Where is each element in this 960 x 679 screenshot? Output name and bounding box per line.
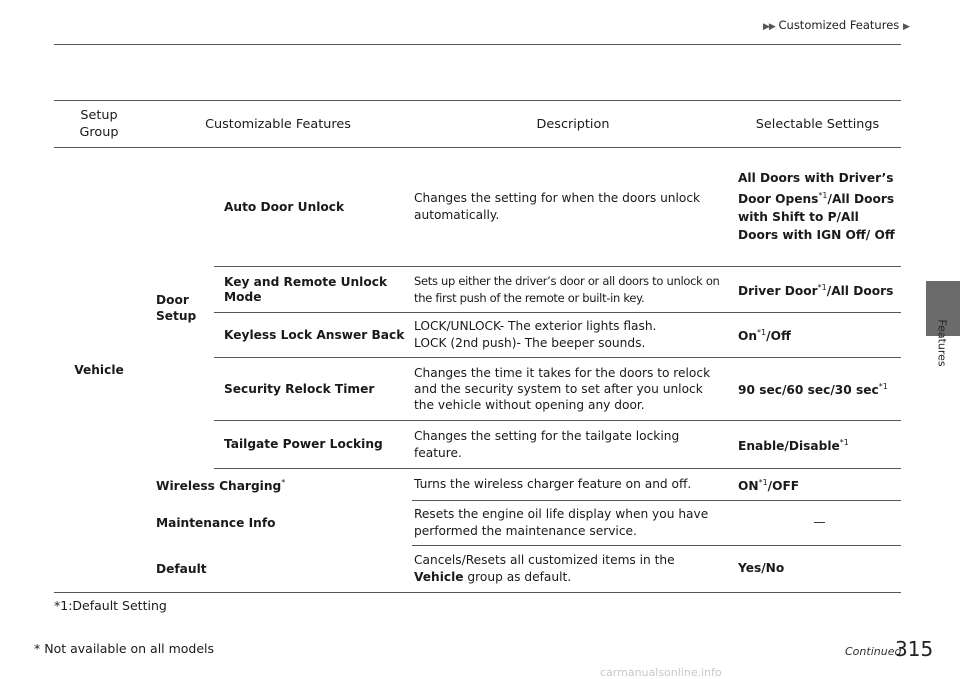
subgroup-door-setup: Door Setup (156, 293, 197, 324)
feature-settings: Enable/Disable$^{*1}$ (734, 421, 901, 469)
page-number: 315 (895, 637, 934, 661)
feature-name: Wireless Charging* (156, 478, 286, 494)
group-vehicle: Vehicle (54, 148, 144, 593)
breadcrumb-end-arrow-icon: ▶ (902, 22, 909, 32)
feature-settings: On$^{*1}$/Off (734, 313, 901, 358)
feature-description: Cancels/Resets all customized items in the Vehicle group as default. (412, 546, 734, 593)
feature-name: Security Relock Timer (214, 358, 412, 421)
header-selectable-settings: Selectable Settings (734, 101, 901, 148)
feature-description: Turns the wireless charger feature on and off. (412, 469, 734, 501)
feature-description: Changes the setting for when the doors unlock automatically. (412, 148, 734, 267)
default-setting-footnote: *1:Default Setting (54, 598, 167, 613)
feature-name: Maintenance Info (156, 516, 276, 530)
feature-settings: Driver Door$^{*1}$/All Doors (734, 267, 901, 313)
feature-name: Default (144, 546, 412, 593)
table-row (54, 148, 901, 267)
header-description: Description (412, 101, 734, 148)
feature-settings: ON$^{*1}$/OFF (734, 469, 901, 501)
continued-label: Continued (845, 645, 902, 658)
feature-description: Sets up either the driver’s door or all doors to unlock on the first push of the remote or built-in key. (412, 267, 734, 313)
breadcrumb (763, 18, 909, 32)
feature-description: Changes the setting for the tailgate locking feature. (412, 421, 734, 469)
breadcrumb-label[interactable]: Customized Features (778, 18, 900, 32)
header-customizable-features: Customizable Features (144, 101, 412, 148)
watermark: carmanualsonline.info (600, 666, 722, 679)
table-row (54, 501, 901, 546)
header-rule (54, 44, 901, 45)
table-header-row (54, 101, 901, 148)
header-setup-group: Setup Group (54, 101, 144, 148)
section-tab[interactable] (925, 318, 959, 368)
feature-name: Auto Door Unlock (214, 148, 412, 267)
section-tab-label: Features (935, 319, 949, 367)
feature-description: Changes the time it takes for the doors to relock and the security system to set after you unlock the vehicle without opening any door. (412, 358, 734, 421)
feature-settings: — (734, 501, 901, 546)
feature-name: Keyless Lock Answer Back (214, 313, 412, 358)
feature-settings: All Doors with Driver’s Door Opens$^{*1}$/All Doors with Shift to P/All Doors with IGN Off/ Off (734, 148, 901, 267)
feature-description: LOCK/UNLOCK- The exterior lights flash. LOCK (2nd push)- The beeper sounds. (412, 313, 734, 358)
customized-features-table (54, 100, 901, 593)
feature-name: Tailgate Power Locking (214, 421, 412, 469)
table-row (54, 546, 901, 593)
feature-description: Resets the engine oil life display when you have performed the maintenance service. (412, 501, 734, 546)
feature-settings: Yes/No (734, 546, 901, 593)
breadcrumb-arrow-icon: ▶▶ (763, 22, 775, 32)
feature-settings: 90 sec/60 sec/30 $\sec^{*1}$ (734, 358, 901, 421)
availability-note: * Not available on all models (34, 641, 215, 656)
table-row (54, 469, 901, 501)
feature-name: Key and Remote Unlock Mode (214, 267, 412, 313)
